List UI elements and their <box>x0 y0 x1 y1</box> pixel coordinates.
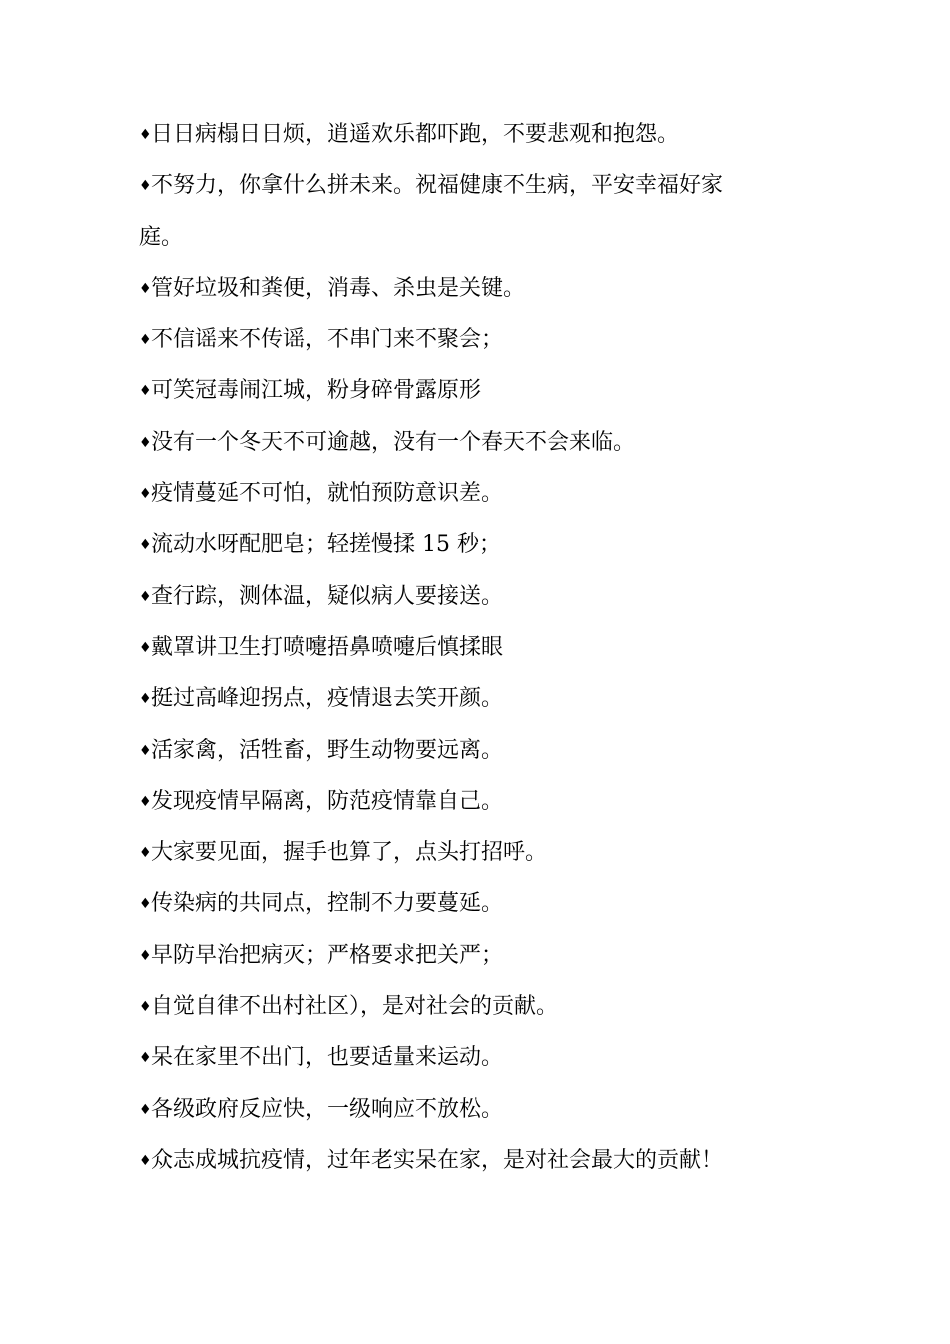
slogan-text: 各级政府反应快，一级响应不放松。 <box>151 1096 504 1122</box>
slogan-line-11 <box>139 673 819 724</box>
diamond-bullet-icon: ♦ <box>139 486 152 503</box>
diamond-bullet-icon: ♦ <box>139 332 152 349</box>
slogan-line-6 <box>139 417 819 468</box>
slogan-line-9 <box>139 571 819 622</box>
slogan-line-8 <box>139 519 819 570</box>
slogan-line-2 <box>139 160 819 211</box>
diamond-bullet-icon: ♦ <box>139 1050 152 1067</box>
diamond-bullet-icon: ♦ <box>139 178 152 195</box>
slogan-line-15 <box>139 878 819 929</box>
diamond-bullet-icon: ♦ <box>139 280 152 297</box>
diamond-bullet-icon: ♦ <box>139 588 152 605</box>
slogan-line-4 <box>139 314 819 365</box>
slogan-text: 戴罩讲卫生打喷嚏捂鼻喷嚏后慎揉眼 <box>151 634 504 660</box>
slogan-text: 传染病的共同点，控制不力要蔓延。 <box>151 891 504 917</box>
diamond-bullet-icon: ♦ <box>139 999 152 1016</box>
slogan-text: 流动水呀配肥皂；轻搓慢揉 15 秒； <box>151 532 501 558</box>
slogan-line-13 <box>139 776 819 827</box>
slogan-line-12 <box>139 725 819 776</box>
slogan-text: 众志成城抗疫情，过年老实呆在家，是对社会最大的贡献！ <box>151 1147 724 1173</box>
diamond-bullet-icon: ♦ <box>139 127 152 143</box>
diamond-bullet-icon: ♦ <box>139 537 152 554</box>
diamond-bullet-icon: ♦ <box>139 845 152 862</box>
slogan-text: 早防早治把病灭；严格要求把关严； <box>151 942 504 968</box>
slogan-text: 不努力，你拿什么拼未来。祝福健康不生病，平安幸福好家 <box>151 173 724 199</box>
slogan-text: 不信谣来不传谣，不串门来不聚会； <box>151 327 504 353</box>
diamond-bullet-icon: ♦ <box>139 639 152 656</box>
slogan-text: 可笑冠毒闹江城，粉身碎骨露原形 <box>151 378 482 404</box>
diamond-bullet-icon: ♦ <box>139 434 152 451</box>
slogan-text: 疫情蔓延不可怕，就怕预防意识差。 <box>151 481 504 507</box>
slogan-text: 日日病榻日日烦，逍遥欢乐都吓跑，不要悲观和抱怨。 <box>151 122 680 147</box>
slogan-line-17 <box>139 981 819 1032</box>
slogan-text: 查行踪，测体温，疑似病人要接送。 <box>151 583 504 609</box>
slogan-line-2-continued <box>139 212 819 263</box>
slogan-text: 挺过高峰迎拐点，疫情退去笑开颜。 <box>151 686 504 712</box>
slogan-line-14 <box>139 827 819 878</box>
slogan-line-10 <box>139 622 819 673</box>
slogan-line-1 <box>139 109 819 160</box>
slogan-line-5 <box>139 365 819 416</box>
diamond-bullet-icon: ♦ <box>139 896 152 913</box>
slogan-line-7 <box>139 468 819 519</box>
slogan-text: 呆在家里不出门，也要适量来运动。 <box>151 1045 504 1071</box>
slogan-text: 管好垃圾和粪便，消毒、杀虫是关键。 <box>151 275 526 301</box>
diamond-bullet-icon: ♦ <box>139 383 152 400</box>
slogan-line-20 <box>139 1135 819 1186</box>
diamond-bullet-icon: ♦ <box>139 1152 152 1169</box>
slogan-list <box>139 109 819 1186</box>
slogan-line-3 <box>139 263 819 314</box>
diamond-bullet-icon: ♦ <box>139 1101 152 1118</box>
slogan-line-19 <box>139 1084 819 1135</box>
slogan-text: 大家要见面，握手也算了，点头打招呼。 <box>151 840 548 866</box>
slogan-line-16 <box>139 930 819 981</box>
slogan-text: 自觉自律不出村社区），是对社会的贡献。 <box>151 994 559 1020</box>
diamond-bullet-icon: ♦ <box>139 947 152 964</box>
slogan-text: 活家禽，活牲畜，野生动物要远离。 <box>151 737 504 763</box>
slogan-text: 没有一个冬天不可逾越，没有一个春天不会来临。 <box>151 429 636 455</box>
slogan-text: 庭。 <box>139 224 184 250</box>
slogan-text: 发现疫情早隔离，防范疫情靠自己。 <box>151 788 504 814</box>
diamond-bullet-icon: ♦ <box>139 742 152 759</box>
diamond-bullet-icon: ♦ <box>139 691 152 708</box>
slogan-line-18 <box>139 1032 819 1083</box>
diamond-bullet-icon: ♦ <box>139 793 152 810</box>
